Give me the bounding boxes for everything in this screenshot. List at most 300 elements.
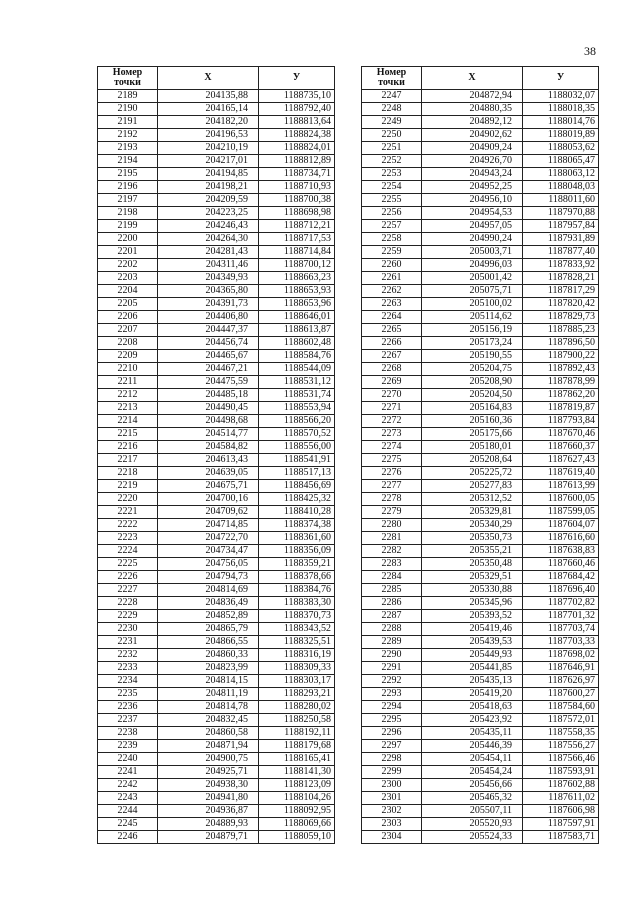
cell-y: 1188370,73: [259, 610, 335, 623]
cell-y: 1188179,68: [259, 740, 335, 753]
cell-x: 204485,18: [158, 389, 259, 402]
cell-x: 204852,89: [158, 610, 259, 623]
cell-x: 204811,19: [158, 688, 259, 701]
cell-x: 204196,53: [158, 129, 259, 142]
cell-y: 1188280,02: [259, 701, 335, 714]
cell-x: 204814,69: [158, 584, 259, 597]
cell-y: 1188165,41: [259, 753, 335, 766]
cell-point-number: 2274: [362, 441, 422, 454]
table-row: [98, 194, 335, 207]
cell-y: 1187817,29: [523, 285, 599, 298]
cell-x: 204700,16: [158, 493, 259, 506]
table-row: [98, 233, 335, 246]
table-row: [98, 818, 335, 831]
table-row: [362, 233, 599, 246]
cell-point-number: 2218: [98, 467, 158, 480]
table-row: [362, 649, 599, 662]
table-row: [362, 662, 599, 675]
cell-y: 1187599,05: [523, 506, 599, 519]
cell-x: 205114,62: [422, 311, 523, 324]
table-row: [98, 116, 335, 129]
cell-x: 204996,03: [422, 259, 523, 272]
cell-point-number: 2286: [362, 597, 422, 610]
cell-x: 204639,05: [158, 467, 259, 480]
table-row: [98, 506, 335, 519]
cell-x: 204165,14: [158, 103, 259, 116]
cell-x: 204281,43: [158, 246, 259, 259]
cell-point-number: 2304: [362, 831, 422, 844]
cell-point-number: 2292: [362, 675, 422, 688]
table-row: [98, 324, 335, 337]
cell-point-number: 2257: [362, 220, 422, 233]
cell-y: 1187670,46: [523, 428, 599, 441]
cell-x: 204709,62: [158, 506, 259, 519]
cell-y: 1188343,52: [259, 623, 335, 636]
cell-point-number: 2208: [98, 337, 158, 350]
table-row: [98, 805, 335, 818]
cell-x: 205350,48: [422, 558, 523, 571]
cell-y: 1188714,84: [259, 246, 335, 259]
cell-point-number: 2209: [98, 350, 158, 363]
coordinates-table-right: [361, 66, 599, 844]
cell-y: 1187627,43: [523, 454, 599, 467]
cell-x: 204447,37: [158, 324, 259, 337]
cell-y: 1187957,84: [523, 220, 599, 233]
table-row: [362, 168, 599, 181]
cell-y: 1188700,12: [259, 259, 335, 272]
cell-point-number: 2277: [362, 480, 422, 493]
table-row: [98, 558, 335, 571]
table-row: [98, 467, 335, 480]
cell-point-number: 2256: [362, 207, 422, 220]
table-row: [98, 740, 335, 753]
table-row: [98, 454, 335, 467]
cell-y: 1188553,94: [259, 402, 335, 415]
cell-point-number: 2239: [98, 740, 158, 753]
table-row: [362, 610, 599, 623]
table-row: [98, 714, 335, 727]
cell-point-number: 2220: [98, 493, 158, 506]
cell-point-number: 2242: [98, 779, 158, 792]
cell-point-number: 2284: [362, 571, 422, 584]
cell-point-number: 2250: [362, 129, 422, 142]
table-row: [362, 285, 599, 298]
table-row: [98, 155, 335, 168]
table-row: [98, 675, 335, 688]
cell-x: 205160,36: [422, 415, 523, 428]
table-row: [98, 259, 335, 272]
cell-point-number: 2211: [98, 376, 158, 389]
cell-point-number: 2275: [362, 454, 422, 467]
cell-x: 204714,85: [158, 519, 259, 532]
cell-x: 204956,10: [422, 194, 523, 207]
cell-y: 1188092,95: [259, 805, 335, 818]
cell-point-number: 2245: [98, 818, 158, 831]
cell-x: 204264,30: [158, 233, 259, 246]
cell-point-number: 2205: [98, 298, 158, 311]
table-row: [362, 441, 599, 454]
table-row: [362, 740, 599, 753]
table-row: [98, 389, 335, 402]
cell-y: 1188824,38: [259, 129, 335, 142]
table-row: [362, 779, 599, 792]
cell-x: 205418,63: [422, 701, 523, 714]
cell-y: 1188584,76: [259, 350, 335, 363]
table-row: [362, 623, 599, 636]
table-row: [98, 636, 335, 649]
cell-y: 1188410,28: [259, 506, 335, 519]
table-row: [362, 259, 599, 272]
cell-y: 1188613,87: [259, 324, 335, 337]
cell-point-number: 2303: [362, 818, 422, 831]
cell-x: 204756,05: [158, 558, 259, 571]
table-row: [98, 610, 335, 623]
cell-y: 1188646,01: [259, 311, 335, 324]
cell-x: 205190,55: [422, 350, 523, 363]
cell-x: 204613,43: [158, 454, 259, 467]
table-row: [362, 428, 599, 441]
cell-y: 1188048,03: [523, 181, 599, 194]
table-row: [98, 662, 335, 675]
cell-y: 1188059,10: [259, 831, 335, 844]
table-row: [362, 337, 599, 350]
cell-x: 205003,71: [422, 246, 523, 259]
table-row: [362, 818, 599, 831]
cell-point-number: 2232: [98, 649, 158, 662]
cell-point-number: 2269: [362, 376, 422, 389]
cell-point-number: 2272: [362, 415, 422, 428]
cell-y: 1188053,62: [523, 142, 599, 155]
cell-y: 1188425,32: [259, 493, 335, 506]
cell-y: 1188541,91: [259, 454, 335, 467]
table-row: [362, 415, 599, 428]
cell-point-number: 2191: [98, 116, 158, 129]
table-row: [98, 220, 335, 233]
table-row: [98, 480, 335, 493]
cell-x: 204952,25: [422, 181, 523, 194]
cell-x: 205180,01: [422, 441, 523, 454]
cell-x: 204217,01: [158, 155, 259, 168]
table-row: [362, 584, 599, 597]
cell-x: 204794,73: [158, 571, 259, 584]
cell-x: 204465,67: [158, 350, 259, 363]
cell-point-number: 2235: [98, 688, 158, 701]
cell-x: 205345,96: [422, 597, 523, 610]
page-number: 38: [584, 44, 596, 58]
cell-y: 1187556,27: [523, 740, 599, 753]
cell-x: 204836,49: [158, 597, 259, 610]
cell-x: 204467,21: [158, 363, 259, 376]
table-row: [98, 272, 335, 285]
table-row: [98, 779, 335, 792]
table-row: [98, 545, 335, 558]
table-row: [362, 558, 599, 571]
cell-y: 1188710,93: [259, 181, 335, 194]
cell-point-number: 2249: [362, 116, 422, 129]
cell-point-number: 2248: [362, 103, 422, 116]
cell-x: 204954,53: [422, 207, 523, 220]
table-row: [362, 246, 599, 259]
table-row: [362, 831, 599, 844]
table-row: [362, 90, 599, 103]
cell-point-number: 2198: [98, 207, 158, 220]
cell-x: 204990,24: [422, 233, 523, 246]
cell-y: 1188303,17: [259, 675, 335, 688]
cell-x: 205439,53: [422, 636, 523, 649]
cell-point-number: 2204: [98, 285, 158, 298]
table-row: [362, 376, 599, 389]
cell-y: 1187892,43: [523, 363, 599, 376]
cell-x: 204814,15: [158, 675, 259, 688]
cell-y: 1187572,01: [523, 714, 599, 727]
table-row: [98, 584, 335, 597]
cell-y: 1187703,74: [523, 623, 599, 636]
cell-point-number: 2200: [98, 233, 158, 246]
table-row: [362, 545, 599, 558]
table-row: [362, 480, 599, 493]
cell-y: 1188123,09: [259, 779, 335, 792]
cell-point-number: 2251: [362, 142, 422, 155]
cell-x: 205208,90: [422, 376, 523, 389]
cell-x: 204902,62: [422, 129, 523, 142]
cell-x: 204210,19: [158, 142, 259, 155]
cell-y: 1187660,37: [523, 441, 599, 454]
cell-point-number: 2190: [98, 103, 158, 116]
cell-point-number: 2225: [98, 558, 158, 571]
cell-x: 204498,68: [158, 415, 259, 428]
cell-point-number: 2293: [362, 688, 422, 701]
cell-y: 1187820,42: [523, 298, 599, 311]
cell-x: 204860,33: [158, 649, 259, 662]
cell-point-number: 2291: [362, 662, 422, 675]
table-row: [98, 532, 335, 545]
cell-point-number: 2302: [362, 805, 422, 818]
cell-y: 1187583,71: [523, 831, 599, 844]
cell-point-number: 2189: [98, 90, 158, 103]
cell-y: 1188019,89: [523, 129, 599, 142]
table-row: [362, 402, 599, 415]
table-row: [362, 714, 599, 727]
cell-y: 1188359,21: [259, 558, 335, 571]
cell-point-number: 2216: [98, 441, 158, 454]
cell-x: 204311,46: [158, 259, 259, 272]
cell-y: 1188374,38: [259, 519, 335, 532]
cell-y: 1188378,66: [259, 571, 335, 584]
cell-x: 204909,24: [422, 142, 523, 155]
cell-y: 1188531,74: [259, 389, 335, 402]
cell-y: 1188663,23: [259, 272, 335, 285]
cell-point-number: 2280: [362, 519, 422, 532]
cell-point-number: 2215: [98, 428, 158, 441]
cell-y: 1187862,20: [523, 389, 599, 402]
cell-x: 205520,93: [422, 818, 523, 831]
cell-x: 204209,59: [158, 194, 259, 207]
cell-y: 1188069,66: [259, 818, 335, 831]
cell-x: 205454,11: [422, 753, 523, 766]
cell-x: 205340,29: [422, 519, 523, 532]
table-row: [362, 142, 599, 155]
table-row: [98, 415, 335, 428]
cell-y: 1188293,21: [259, 688, 335, 701]
table-row: [362, 116, 599, 129]
table-row: [98, 792, 335, 805]
cell-point-number: 2287: [362, 610, 422, 623]
table-row: [98, 168, 335, 181]
table-row: [98, 493, 335, 506]
cell-y: 1187606,98: [523, 805, 599, 818]
table-row: [98, 701, 335, 714]
cell-y: 1187613,99: [523, 480, 599, 493]
cell-y: 1188556,00: [259, 441, 335, 454]
cell-x: 205329,51: [422, 571, 523, 584]
header-x: X: [158, 67, 259, 90]
cell-y: 1188570,52: [259, 428, 335, 441]
cell-point-number: 2219: [98, 480, 158, 493]
cell-y: 1188812,89: [259, 155, 335, 168]
cell-y: 1187566,46: [523, 753, 599, 766]
cell-y: 1187600,27: [523, 688, 599, 701]
cell-x: 205435,13: [422, 675, 523, 688]
cell-y: 1188734,71: [259, 168, 335, 181]
cell-x: 204194,85: [158, 168, 259, 181]
cell-x: 204925,71: [158, 766, 259, 779]
cell-point-number: 2228: [98, 597, 158, 610]
cell-x: 204223,25: [158, 207, 259, 220]
cell-y: 1188014,76: [523, 116, 599, 129]
cell-x: 205423,92: [422, 714, 523, 727]
table-row: [98, 181, 335, 194]
cell-x: 204889,93: [158, 818, 259, 831]
cell-x: 205225,72: [422, 467, 523, 480]
cell-x: 204823,99: [158, 662, 259, 675]
cell-x: 205175,66: [422, 428, 523, 441]
cell-y: 1187828,21: [523, 272, 599, 285]
table-row: [98, 285, 335, 298]
cell-x: 205277,83: [422, 480, 523, 493]
cell-y: 1188653,96: [259, 298, 335, 311]
table-header-row: [362, 67, 599, 90]
cell-point-number: 2202: [98, 259, 158, 272]
cell-point-number: 2203: [98, 272, 158, 285]
table-row: [98, 428, 335, 441]
table-row: [362, 363, 599, 376]
cell-x: 204871,94: [158, 740, 259, 753]
table-row: [98, 441, 335, 454]
cell-point-number: 2195: [98, 168, 158, 181]
cell-point-number: 2301: [362, 792, 422, 805]
cell-x: 204892,12: [422, 116, 523, 129]
cell-y: 1187638,83: [523, 545, 599, 558]
table-row: [98, 142, 335, 155]
cell-y: 1188813,64: [259, 116, 335, 129]
cell-point-number: 2278: [362, 493, 422, 506]
cell-y: 1187597,91: [523, 818, 599, 831]
cell-point-number: 2281: [362, 532, 422, 545]
cell-point-number: 2210: [98, 363, 158, 376]
cell-x: 205350,73: [422, 532, 523, 545]
table-row: [98, 103, 335, 116]
cell-y: 1188712,21: [259, 220, 335, 233]
cell-point-number: 2237: [98, 714, 158, 727]
cell-point-number: 2252: [362, 155, 422, 168]
cell-y: 1188383,30: [259, 597, 335, 610]
table-row: [362, 389, 599, 402]
cell-y: 1188011,60: [523, 194, 599, 207]
cell-y: 1187604,07: [523, 519, 599, 532]
cell-point-number: 2285: [362, 584, 422, 597]
table-row: [98, 376, 335, 389]
cell-point-number: 2244: [98, 805, 158, 818]
cell-x: 205329,81: [422, 506, 523, 519]
header-point-number: Номер точки: [362, 67, 422, 90]
cell-point-number: 2247: [362, 90, 422, 103]
cell-point-number: 2258: [362, 233, 422, 246]
cell-y: 1187896,50: [523, 337, 599, 350]
table-row: [98, 350, 335, 363]
cell-y: 1187877,40: [523, 246, 599, 259]
cell-y: 1187833,92: [523, 259, 599, 272]
cell-x: 204365,80: [158, 285, 259, 298]
cell-y: 1187619,40: [523, 467, 599, 480]
table-row: [362, 220, 599, 233]
cell-point-number: 2224: [98, 545, 158, 558]
cell-point-number: 2260: [362, 259, 422, 272]
cell-x: 205164,83: [422, 402, 523, 415]
cell-y: 1187611,02: [523, 792, 599, 805]
cell-y: 1188384,76: [259, 584, 335, 597]
cell-x: 204865,79: [158, 623, 259, 636]
cell-point-number: 2193: [98, 142, 158, 155]
cell-point-number: 2283: [362, 558, 422, 571]
cell-x: 204349,93: [158, 272, 259, 285]
cell-point-number: 2223: [98, 532, 158, 545]
cell-y: 1188602,48: [259, 337, 335, 350]
cell-point-number: 2263: [362, 298, 422, 311]
cell-x: 204584,82: [158, 441, 259, 454]
cell-point-number: 2288: [362, 623, 422, 636]
cell-point-number: 2207: [98, 324, 158, 337]
cell-y: 1188141,30: [259, 766, 335, 779]
table-row: [362, 506, 599, 519]
cell-point-number: 2201: [98, 246, 158, 259]
cell-x: 205393,52: [422, 610, 523, 623]
cell-x: 204391,73: [158, 298, 259, 311]
cell-point-number: 2300: [362, 779, 422, 792]
cell-y: 1187593,91: [523, 766, 599, 779]
cell-point-number: 2282: [362, 545, 422, 558]
cell-x: 205419,46: [422, 623, 523, 636]
table-row: [362, 207, 599, 220]
cell-y: 1187900,22: [523, 350, 599, 363]
table-row: [362, 727, 599, 740]
table-row: [362, 298, 599, 311]
cell-point-number: 2229: [98, 610, 158, 623]
cell-x: 204135,88: [158, 90, 259, 103]
cell-point-number: 2231: [98, 636, 158, 649]
table-row: [362, 454, 599, 467]
cell-x: 205441,85: [422, 662, 523, 675]
cell-point-number: 2297: [362, 740, 422, 753]
cell-y: 1187931,89: [523, 233, 599, 246]
cell-y: 1187600,05: [523, 493, 599, 506]
cell-point-number: 2289: [362, 636, 422, 649]
cell-y: 1188698,98: [259, 207, 335, 220]
table-row: [98, 831, 335, 844]
table-row: [98, 649, 335, 662]
header-x: X: [422, 67, 523, 90]
cell-y: 1188456,69: [259, 480, 335, 493]
table-row: [362, 792, 599, 805]
